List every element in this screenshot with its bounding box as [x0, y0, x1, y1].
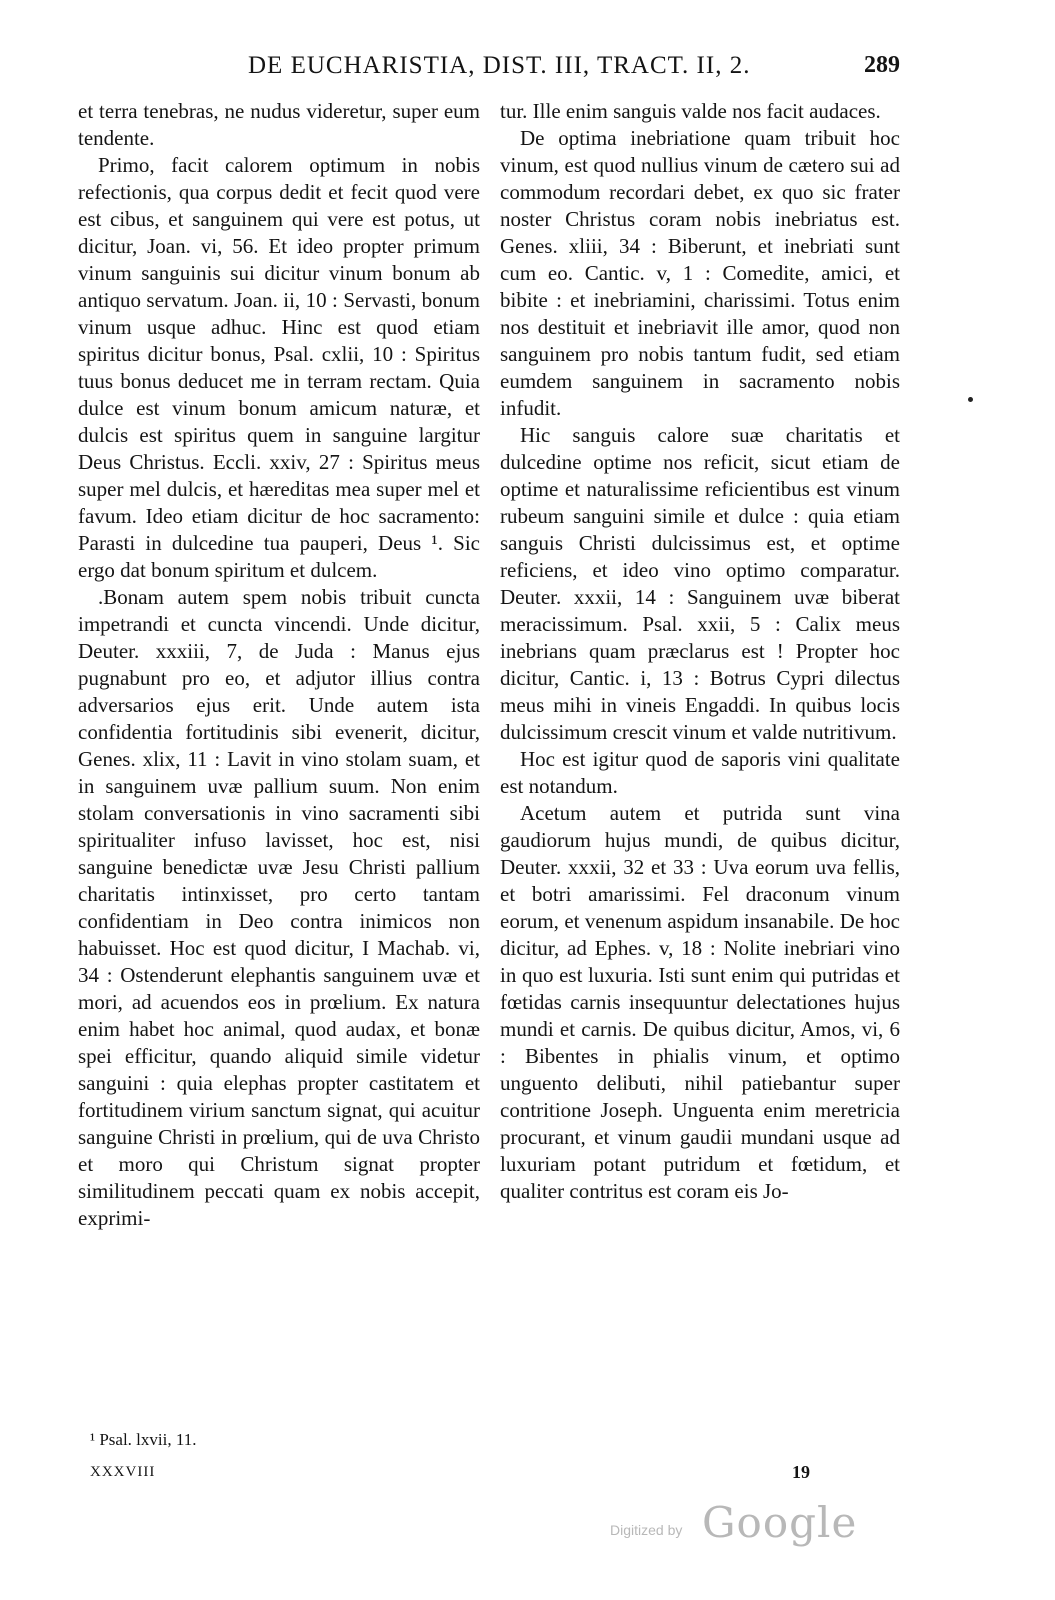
- paragraph: Hoc est igitur quod de saporis vini qualitate est notandum.: [500, 747, 900, 798]
- running-title: DE EUCHARISTIA, DIST. III, TRACT. II, 2.: [248, 52, 751, 79]
- paragraph: tur. Ille enim sanguis valde nos facit audaces.: [500, 99, 881, 123]
- running-header: [78, 52, 900, 88]
- left-column: [78, 98, 480, 1232]
- page-number: 289: [864, 52, 900, 78]
- paragraph: De optima inebriatione quam tribuit hoc vinum, est quod nullius vinum de cætero sui ad commodum recordari debet, ex quo sic frater noster Christus coram nobis inebriatus est. Genes. xliii, 34 : Biberunt, et inebriati sunt cum eo. Cantic. v, 1 : Comedite, amici, et bibite : et inebriamini, charissimi. Totus enim nos destituit et inebriavit ille amor, quod non sanguinem pro nobis tantum fudit, sed etiam eumdem sanguinem in sacramento nobis infudit.: [500, 126, 900, 420]
- right-column: [500, 98, 900, 1205]
- gathering-signature: 19: [792, 1462, 810, 1482]
- google-logo: Google: [702, 1498, 858, 1547]
- digitized-prefix: Digitized by: [610, 1522, 683, 1538]
- footnote: ¹ Psal. lxvii, 11.: [90, 1430, 197, 1449]
- volume-signature: XXXVIII: [90, 1464, 156, 1480]
- ink-speck: [968, 397, 973, 402]
- paragraph: Hic sanguis calore suæ charitatis et dulcedine optime nos reficit, sicut etiam de optime et naturalissime reficientibus est vinum rubeum sanguini simile et dulce : quia etiam sanguis Christi dulcissimus est, et optime reficiens, et ideo vino optimo comparatur. Deuter. xxxii, 14 : Sanguinem uvæ biberat meracissimum. Psal. xxii, 5 : Calix meus inebrians quam præclarus est ! Propter hoc dicitur, Cantic. i, 13 : Botrus Cypri dilectus meus mihi in vineis Engaddi. In quibus locis dulcissimum crescit vinum et valde nutritivum.: [500, 423, 900, 744]
- paragraph: .Bonam autem spem nobis tribuit cuncta impetrandi et cuncta vincendi. Unde dicitur, Deuter. xxxiii, 7, de Juda : Manus ejus pugnabunt pro eo, et adjutor illius contra adversarios ejus erit. Unde autem ista confidentia fortitudinis sibi evenerit, dicitur, Genes. xlix, 11 : Lavit in vino stolam suam, et in sanguinem uvæ pallium suum. Non enim stolam conversationis in vino sacramenti sibi spiritualiter infuso lavisset, hoc est, nisi sanguine benedictæ uvæ Jesu Christi pallium charitatis intinxisset, pro certo tantam confidentiam in Deo contra inimicos non habuisset. Hoc est quod dicitur, I Machab. vi, 34 : Ostenderunt elephantis sanguinem uvæ et mori, ad acuendos eos in prœlium. Ex natura enim habet hoc animal, quod audax, et bonæ spei efficitur, quando aliquid simile videtur sanguini : quia elephas propter castitatem et fortitudinem virium sanctum signat, qui acuitur sanguine Christi in prœlium, qui de uva Christo et moro qui Christum signat propter similitudinem peccati quam ex nobis accepit, exprimi-: [78, 585, 480, 1230]
- paragraph: et terra tenebras, ne nudus videretur, super eum tendente.: [78, 99, 480, 150]
- paragraph: Primo, facit calorem optimum in nobis refectionis, qua corpus dedit et fecit quod vere est cibus, et sanguinem qui vere est potus, ut dicitur, Joan. vi, 56. Et ideo propter primum vinum sanguinis sui dicitur vinum bonum ab antiquo servatum. Joan. ii, 10 : Servasti, bonum vinum usque adhuc. Hinc est quod etiam spiritus dicitur bonus, Psal. cxlii, 10 : Spiritus tuus bonus deducet me in terram rectam. Quia dulce est vinum bonum amicum naturæ, et dulcis est spiritus quem in sanguine largitur Deus Christus. Eccli. xxiv, 27 : Spiritus meus super mel dulcis, et hæreditas mea super mel et favum. Ideo etiam dicitur de hoc sacramento: Parasti in dulcedine tua pauperi, Deus ¹. Sic ergo dat bonum spiritum et dulcem.: [78, 153, 480, 582]
- paragraph: Acetum autem et putrida sunt vina gaudiorum hujus mundi, de quibus dicitur, Deuter. xxxii, 32 et 33 : Uva eorum uva fellis, et botri amarissimi. Fel draconum vinum eorum, et venenum aspidum insanabile. De hoc dicitur, ad Ephes. v, 18 : Nolite inebriari vino in quo est luxuria. Isti sunt enim qui putridas et fœtidas carnis insequuntur delectationes hujus mundi et carnis. De quibus dicitur, Amos, vi, 6 : Bibentes in phialis vinum, et optimo unguento delibuti, nihil patiebantur super contritione Joseph. Unguenta enim meretricia procurant, et vinum gaudii mundani usque ad luxuriam potant putridum et fœtidum, et qualiter contritus est coram eis Jo-: [500, 801, 900, 1203]
